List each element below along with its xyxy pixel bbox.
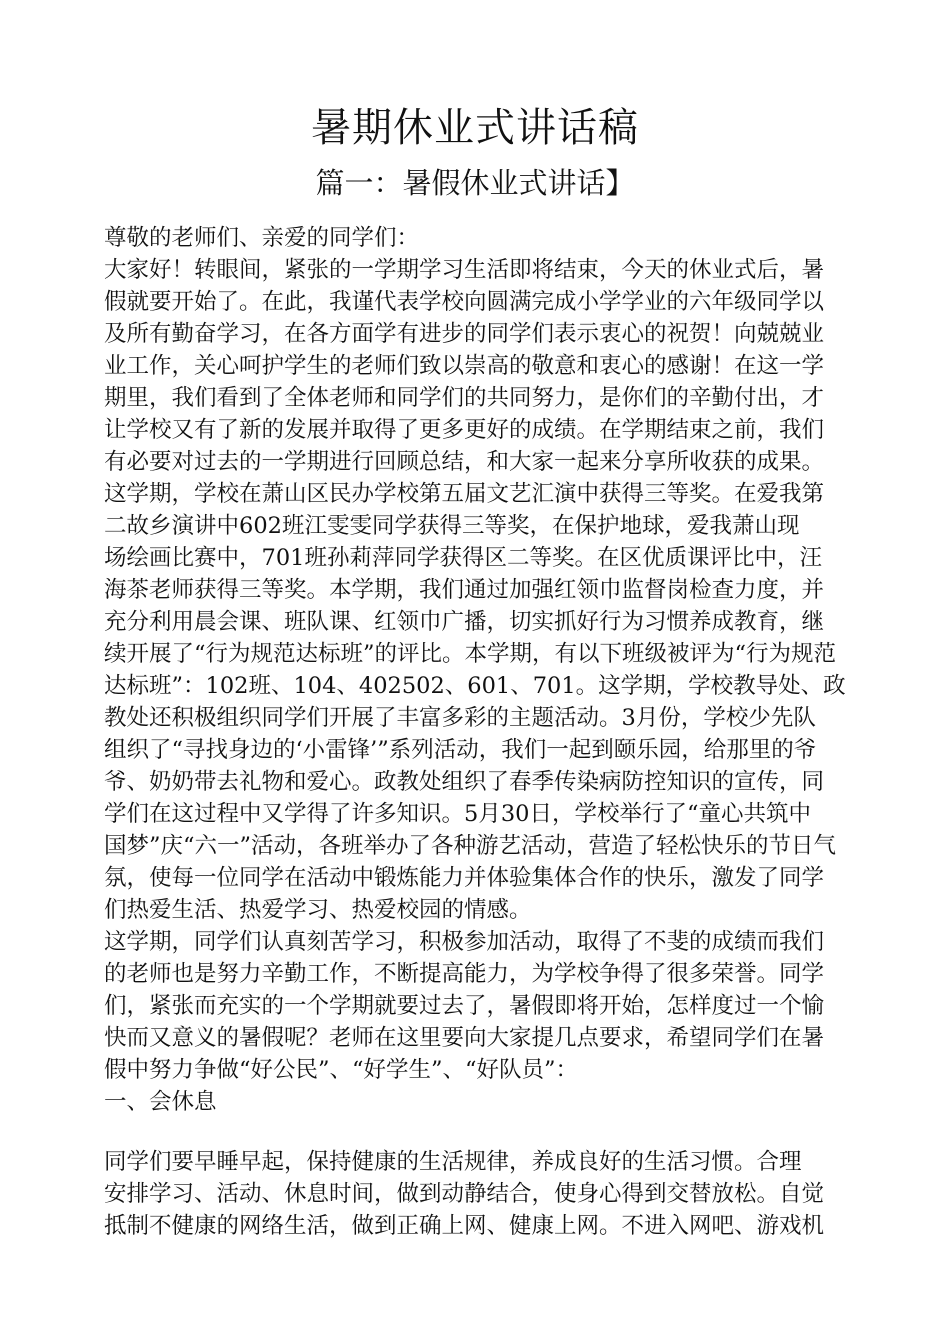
text-line: 达标班”：102班、104、402502、601、701。这学期，学校教导处、政 [104,673,846,699]
document-body [104,222,864,1242]
text-line: 们，紧张而充实的一个学期就要过去了，暑假即将开始，怎样度过一个愉 [104,993,825,1019]
text-line: 场绘画比赛中，701班孙莉萍同学获得区二等奖。在区优质课评比中，汪 [104,545,822,571]
text-line: 们热爱生活、热爱学习、热爱校园的情感。 [104,897,532,923]
text-line: 组织了“寻找身边的‘小雷锋’”系列活动，我们一起到颐乐园，给那里的爷 [104,737,817,763]
text-line: 续开展了“行为规范达标班”的评比。本学期，有以下班级被评为“行为规范 [104,641,837,667]
text-line: 有必要对过去的一学期进行回顾总结，和大家一起来分享所收获的成果。 [104,449,825,475]
text-line: 国梦”庆“六一”活动，各班举办了各种游艺活动，营造了轻松快乐的节日气 [104,833,837,859]
text-line: 二故乡演讲中602班江雯雯同学获得三等奖，在保护地球，爱我萧山现 [104,513,800,539]
text-line: 充分利用晨会课、班队课、红领巾广播，切实抓好行为习惯养成教育，继 [104,609,825,635]
text-line: 的老师也是努力辛勤工作，不断提高能力，为学校争得了很多荣誉。同学 [104,961,825,987]
paragraph-gap [104,1118,864,1146]
text-line: 业工作，关心呵护学生的老师们致以崇高的敬意和衷心的感谢！在这一学 [104,353,825,379]
text-line: 安排学习、活动、休息时间，做到动静结合，使身心得到交替放松。自觉 [104,1181,825,1207]
text-line: 及所有勤奋学习，在各方面学有进步的同学们表示衷心的祝贺！向兢兢业 [104,321,825,347]
text-line: 教处还积极组织同学们开展了丰富多彩的主题活动。3月份，学校少先队 [104,705,816,731]
text-line: 让学校又有了新的发展并取得了更多更好的成绩。在学期结束之前，我们 [104,417,825,443]
text-line: 大家好！转眼间，紧张的一学期学习生活即将结束，今天的休业式后，暑 [104,257,825,283]
text-line: 这学期，学校在萧山区民办学校第五届文艺汇演中获得三等奖。在爱我第 [104,481,825,507]
section-heading: 一、会休息 [104,1089,217,1115]
text-line: 期里，我们看到了全体老师和同学们的共同努力，是你们的辛勤付出，才 [104,385,825,411]
text-line: 尊敬的老师们、亲爱的同学们： [104,225,420,251]
text-line: 假中努力争做“好公民”、“好学生”、“好队员”： [104,1057,579,1083]
text-line: 这学期，同学们认真刻苦学习，积极参加活动，取得了不斐的成绩而我们 [104,929,825,955]
text-line: 假就要开始了。在此，我谨代表学校向圆满完成小学学业的六年级同学以 [104,289,825,315]
text-line: 快而又意义的暑假呢？老师在这里要向大家提几点要求，希望同学们在暑 [104,1025,825,1051]
text-line: 同学们要早睡早起，保持健康的生活规律，养成良好的生活习惯。合理 [104,1149,802,1175]
text-line: 抵制不健康的网络生活，做到正确上网、健康上网。不进入网吧、游戏机 [104,1213,825,1239]
document-title: 暑期休业式讲话稿 [311,105,639,151]
text-line: 爷、奶奶带去礼物和爱心。政教处组织了春季传染病防控知识的宣传，同 [104,769,825,795]
document-subtitle: 篇一：暑假休业式讲话】 [315,166,635,200]
text-line: 氛，使每一位同学在活动中锻炼能力并体验集体合作的快乐，激发了同学 [104,865,825,891]
text-line: 学们在这过程中又学得了许多知识。5月30日，学校举行了“童心共筑中 [104,801,811,827]
text-line: 海茶老师获得三等奖。本学期，我们通过加强红领巾监督岗检查力度，并 [104,577,825,603]
